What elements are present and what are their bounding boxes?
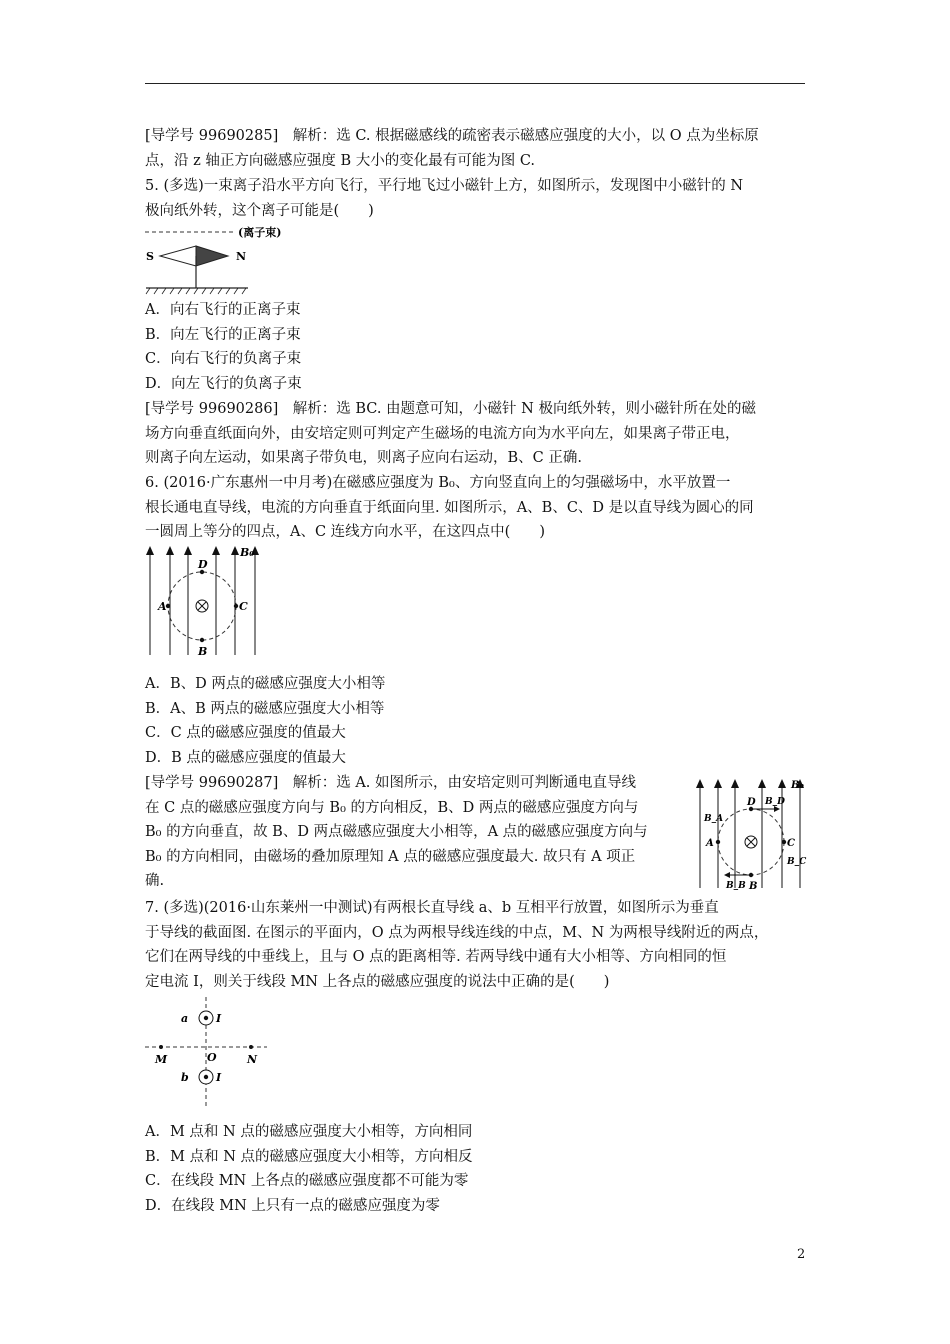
current-a-label: I [216,1012,222,1025]
b0-label: B₀ [791,780,804,791]
point-a-label: A [158,600,167,613]
ion-beam-label: (离子束) [238,226,282,239]
text-line: 于导线的截面图. 在图示的平面内，O 点为两根导线连线的中点，M、N 为两根导线附近的两点， [145,924,769,941]
text-line: B₀ 的方向垂直，故 B、D 两点磁感应强度大小相等，A 点的磁感应强度方向与 [145,824,648,841]
wire-b-label: b [181,1071,189,1084]
point-b-label: B [198,645,208,658]
text-line: 定电流 I，则关于线段 MN 上各点的磁感应强度的说法中正确的是( ) [145,973,610,990]
text-line: 场方向垂直纸面向外，由安培定则可判定产生磁场的电流方向为水平向左，如果离子带正电， [145,425,740,442]
option-d: D．在线段 MN 上只有一点的磁感应强度为零 [145,1197,440,1214]
option-c: C．向右飞行的负离子束 [145,351,302,368]
option-d: D．向左飞行的负离子束 [145,375,302,392]
option-b: B．M 点和 N 点的磁感应强度大小相等，方向相反 [145,1148,473,1165]
compass-needle-figure [140,222,310,298]
text-line: [导学号 99690287] 解析：选 A. 如图所示，由安培定则可判断通电直导线 [145,775,637,791]
current-b-label: I [216,1071,222,1084]
point-n-label: N [247,1053,258,1066]
option-b: B．A、B 两点的磁感应强度大小相等 [145,700,385,717]
text-line: 6. (2016·广东惠州一中月考)在磁感应强度为 B₀、方向竖直向上的匀强磁场中，水平放置一 [145,475,731,491]
point-m-label: M [155,1053,168,1066]
south-label: S [146,250,154,263]
q6-options [145,672,807,770]
wire-a-label: a [181,1012,189,1025]
point-d-label: D [747,797,756,808]
text-line: 极向纸外转，这个离子可能是( ) [145,202,374,219]
option-b: B．向左飞行的正离子束 [145,326,301,343]
option-a: A．B、D 两点的磁感应强度大小相等 [145,676,386,692]
option-a: A．M 点和 N 点的磁感应强度大小相等，方向相同 [145,1124,473,1140]
text-line: 点，沿 z 轴正方向磁感应强度 B 大小的变化最有可能为图 C. [145,152,536,169]
bd-label: B_D [765,797,785,807]
text-line: 根长通电直导线，电流的方向垂直于纸面向里. 如图所示，A、B、C、D 是以直导线为圆心的同 [145,499,754,516]
ba-label: B_A [704,814,724,824]
point-c-label: C [239,600,248,613]
option-d: D．B 点的磁感应强度的值最大 [145,749,346,766]
parallel-wires-figure [143,995,273,1111]
text-line: 确. [145,873,165,890]
q4-answer [145,124,807,173]
q7-options [145,1120,807,1218]
q6-answer [145,771,685,894]
page-number: 2 [797,1247,806,1262]
q5-stem [145,174,807,223]
q6-stem [145,471,807,545]
text-line: 则离子向左运动，如果离子带负电，则离子应向右运动，B、C 正确. [145,450,582,467]
ground-hatch [146,288,246,294]
text-line: [导学号 99690286] 解析：选 BC. 由题意可知，小磁针 N 极向纸外转，则小磁针所在处的磁 [145,401,756,417]
point-a-label: A [706,838,714,849]
q7-stem [145,896,807,994]
field-wire-figure [140,543,270,661]
field-superposition-figure [690,778,815,893]
text-line: 在 C 点的磁感应强度方向与 B₀ 的方向相反，B、D 两点的磁感应强度方向与 [145,799,639,816]
field-arrowheads [696,779,804,788]
option-a: A．向右飞行的正离子束 [145,302,301,318]
north-label: N [236,250,247,263]
point-c-label: C [787,838,795,849]
needle-south-half [160,246,196,266]
bc-label: B_C [787,857,807,867]
text-line: 它们在两导线的中垂线上，且与 O 点的距离相等. 若两导线中通有大小相等、方向相同的恒 [145,949,727,966]
point-b-label: B [749,881,758,892]
option-c: C．C 点的磁感应强度的值最大 [145,725,346,742]
q5-options [145,298,807,396]
text-line: 一圆周上等分的四点，A、C 连线方向水平，在这四点中( ) [145,524,545,541]
option-c: C．在线段 MN 上各点的磁感应强度都不可能为零 [145,1173,469,1190]
text-line: [导学号 99690285] 解析：选 C. 根据磁感线的疏密表示磁感应强度的大小，以 O 点为坐标原 [145,128,759,144]
text-line: B₀ 的方向相同，由磁场的叠加原理知 A 点的磁感应强度最大. 故只有 A 项正 [145,848,636,865]
text-line: 7. (多选)(2016·山东莱州一中测试)有两根长直导线 a、b 互相平行放置，如图所示为垂直 [145,900,719,916]
point-o-label: O [207,1051,217,1064]
bb-label: B_B [726,881,746,891]
header-rule [145,83,805,84]
b0-label: B₀ [240,546,255,559]
point-d-label: D [198,558,208,571]
text-line: 5. (多选)一束离子沿水平方向飞行，平行地飞过小磁针上方，如图所示，发现图中小磁针的 N [145,178,744,194]
q5-answer [145,397,807,471]
needle-north-half [196,246,228,266]
